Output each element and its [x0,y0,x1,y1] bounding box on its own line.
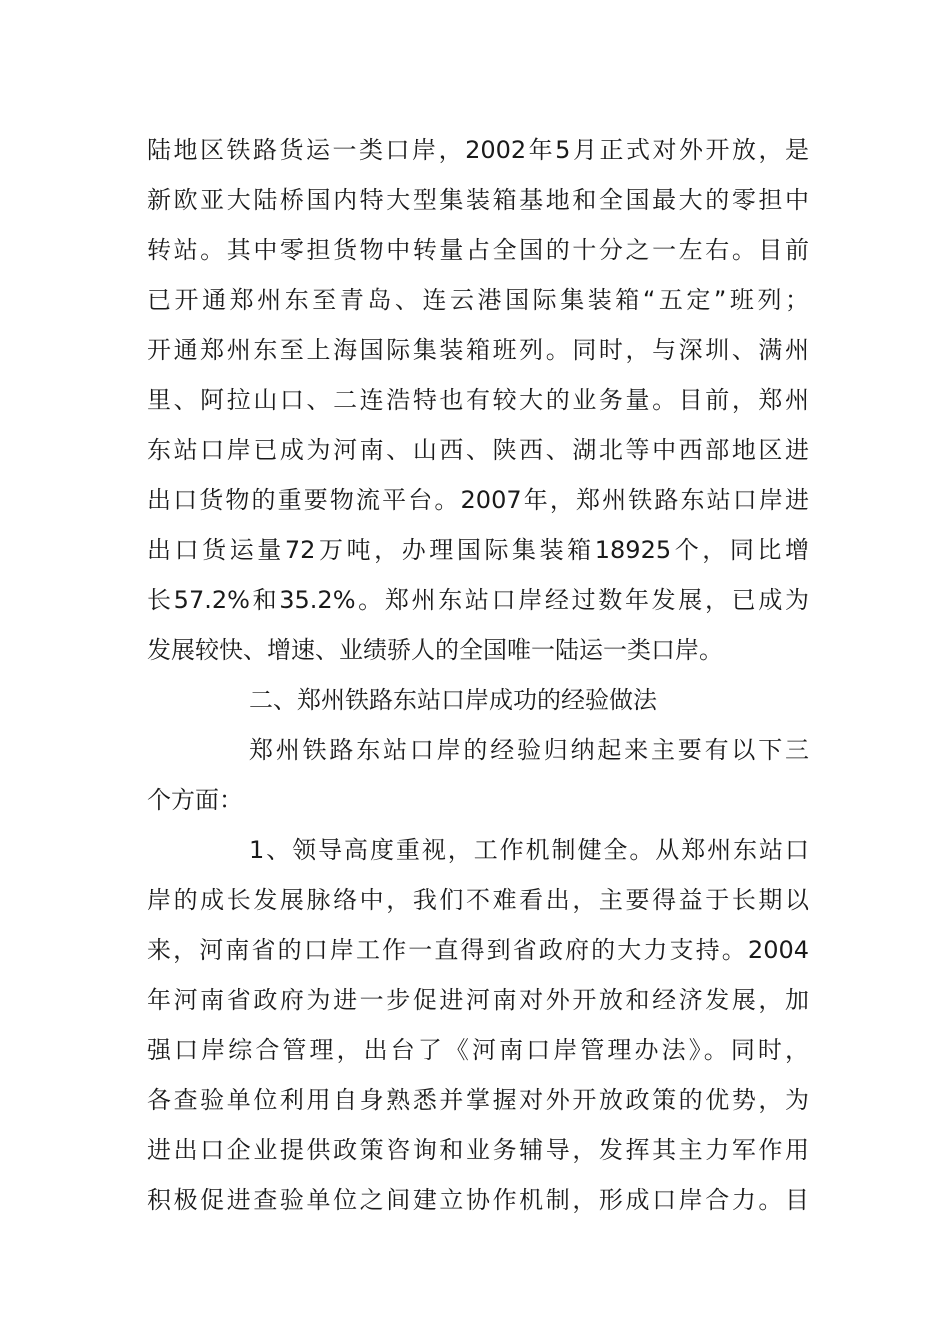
paragraph-line: 陆地区铁路货运一类口岸，2002年5月正式对外开放，是 [147,136,809,164]
paragraph-line: 出口货运量72万吨，办理国际集装箱18925个，同比增 [147,536,809,564]
paragraph-line: 积极促进查验单位之间建立协作机制，形成口岸合力。目 [147,1186,809,1214]
paragraph-line: 发展较快、增速、业绩骄人的全国唯一陆运一类口岸。 [147,636,723,664]
paragraph-line: 1、领导高度重视，工作机制健全。从郑州东站口 [249,836,809,864]
paragraph-line: 东站口岸已成为河南、山西、陕西、湖北等中西部地区进 [147,436,809,464]
paragraph-line: 来，河南省的口岸工作一直得到省政府的大力支持。2004 [147,936,809,964]
paragraph-line: 年河南省政府为进一步促进河南对外开放和经济发展，加 [147,986,809,1014]
paragraph-line: 强口岸综合管理，出台了《河南口岸管理办法》。同时， [147,1036,809,1064]
paragraph-line: 新欧亚大陆桥国内特大型集装箱基地和全国最大的零担中 [147,186,809,214]
paragraph-line: 出口货物的重要物流平台。2007年，郑州铁路东站口岸进 [147,486,809,514]
paragraph-line: 个方面： [147,786,243,814]
paragraph-line: 岸的成长发展脉络中，我们不难看出，主要得益于长期以 [147,886,809,914]
paragraph-line: 郑州铁路东站口岸的经验归纳起来主要有以下三 [249,736,809,764]
paragraph-line: 各查验单位利用自身熟悉并掌握对外开放政策的优势，为 [147,1086,809,1114]
paragraph-line: 开通郑州东至上海国际集装箱班列。同时，与深圳、满州 [147,336,809,364]
paragraph-line: 转站。其中零担货物中转量占全国的十分之一左右。目前 [147,236,809,264]
paragraph-line: 长57.2%和35.2%。郑州东站口岸经过数年发展，已成为 [147,586,809,614]
section-heading: 二、郑州铁路东站口岸成功的经验做法 [249,686,657,714]
paragraph-line: 已开通郑州东至青岛、连云港国际集装箱“五定”班列； [147,286,809,314]
paragraph-line: 进出口企业提供政策咨询和业务辅导，发挥其主力军作用 [147,1136,809,1164]
paragraph-line: 里、阿拉山口、二连浩特也有较大的业务量。目前，郑州 [147,386,809,414]
document-body [147,125,809,1225]
